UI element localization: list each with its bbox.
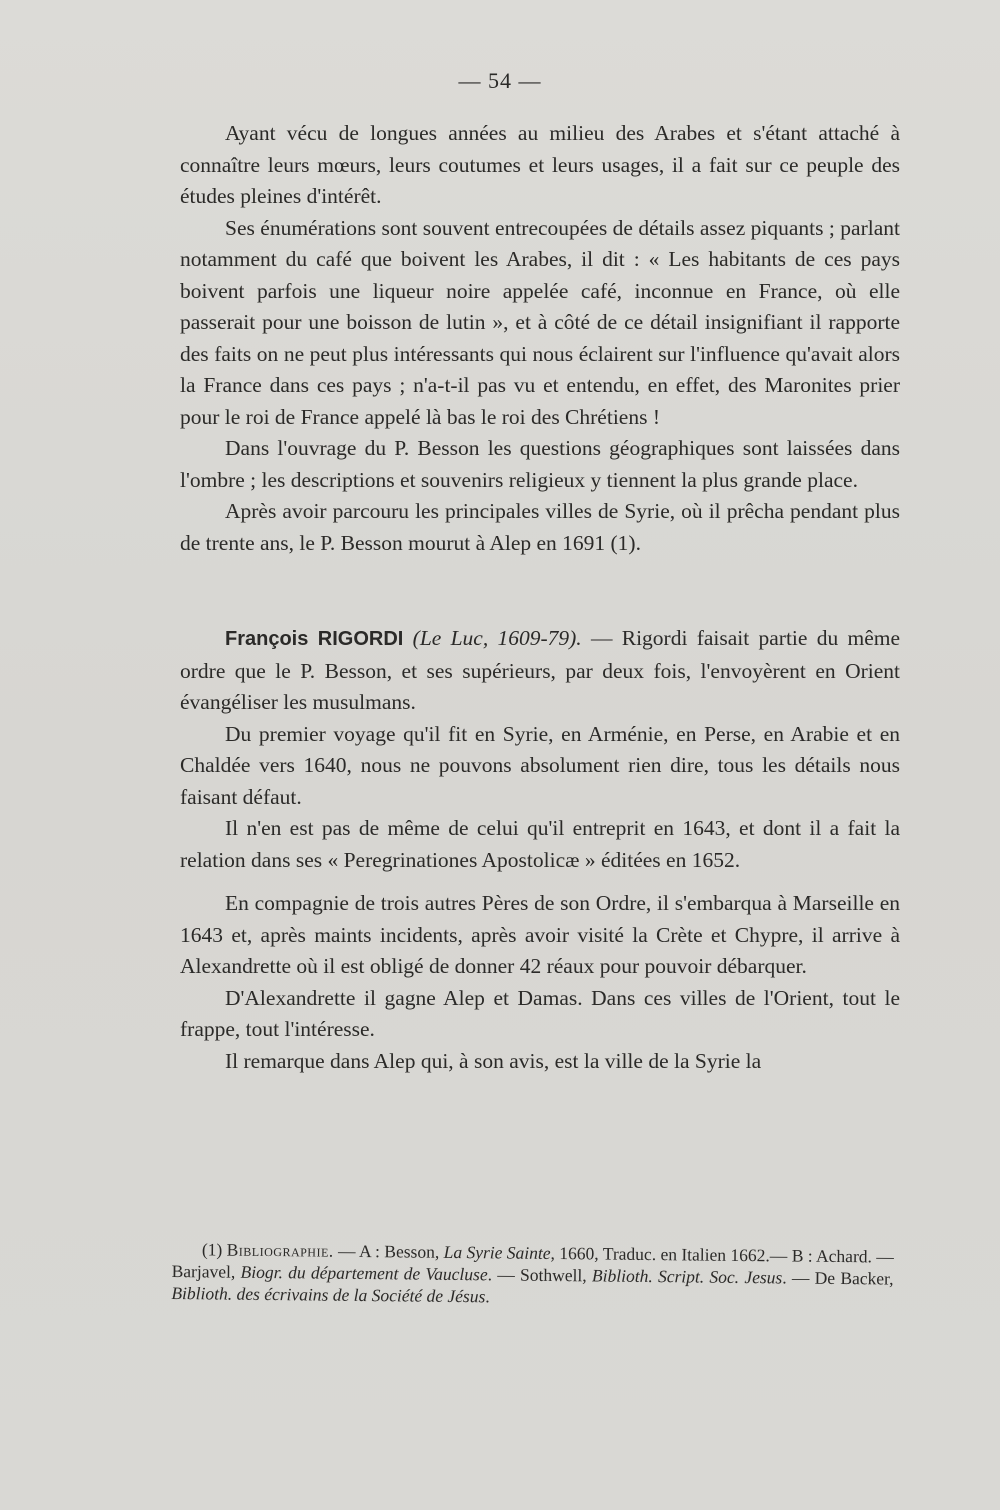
paragraph-spacer xyxy=(180,876,900,888)
footnote-title: Biogr. du département de Vaucluse xyxy=(240,1261,488,1285)
footnote-segment: . xyxy=(485,1286,490,1307)
paragraph: Ses énumérations sont souvent entrecoupées de détails assez piquants ; parlant notamment du café que boivent les Arabes, il dit : « Les habitants de ces pays boivent parfois une liqueur noire appelée café, inconnue en France, où elle passerait pour une boisson de lutin », et à côté de ce détail insignifiant il rapporte des faits on ne peut plus intéressants qui nous éclairent sur l'influence qu'avait alors la France dans ces pays ; n'a-t-il pas vu et entendu, en effet, des Maronites prier pour le roi de France appelé là bas le roi des Chrétiens ! xyxy=(180,215,900,429)
paragraph: Il n'en est pas de même de celui qu'il entreprit en 1643, et dont il a fait la relation dans ses « Peregrinationes Apostolicæ » éditées en 1652. xyxy=(180,816,900,872)
footnote-title: Biblioth. Script. Soc. Jesus xyxy=(591,1265,783,1288)
paragraph: En compagnie de trois autres Pères de son Ordre, il s'embarqua à Marseille en 1643 et, après maints incidents, après avoir visité la Crète et Chypre, il arrive à Alexandrette où il est obligé de donner 42 réaux pour pouvoir débarquer. xyxy=(180,891,900,978)
paragraph: Ayant vécu de longues années au milieu des Arabes et s'étant attaché à connaître leurs mœurs, leurs coutumes et leurs usages, il a fait sur ce peuple des études pleines d'intérêt. xyxy=(180,121,900,208)
place-dates: (Le Luc, 1609-79). xyxy=(412,626,582,650)
paragraph: D'Alexandrette il gagne Alep et Damas. Dans ces villes de l'Orient, tout le frappe, tout l'intéresse. xyxy=(180,985,900,1041)
body-text xyxy=(180,118,900,1077)
rigordi-intro-paragraph xyxy=(180,623,900,719)
paragraph: Du premier voyage qu'il fit en Syrie, en Arménie, en Perse, en Arabie et en Chaldée vers 1640, nous ne pouvons absolument rien dire, tous les détails nous faisant défaut. xyxy=(180,721,900,809)
paragraph: Il remarque dans Alep qui, à son avis, est la ville de la Syrie la xyxy=(225,1048,762,1073)
footnote-segment: . — Sothwell, xyxy=(487,1264,593,1286)
footnote-title: Biblioth. des écrivains de la Société de Jésus xyxy=(171,1282,486,1307)
intro-text: — Rigordi faisait partie du même ordre que le P. Besson, et ses supérieurs, par deux fois, l'envoyèrent en Orient évangéliser les musulmans. xyxy=(180,626,901,714)
footnote xyxy=(171,1238,894,1312)
footnote-text xyxy=(171,1238,894,1312)
paragraph: Dans l'ouvrage du P. Besson les questions géographiques sont laissées dans l'ombre ; les descriptions et souvenirs religieux y tiennent la plus grande place. xyxy=(180,436,900,492)
section-spacer xyxy=(180,559,900,623)
person-name: François RIGORDI xyxy=(225,628,404,650)
footnote-title: La Syrie Sainte xyxy=(443,1241,551,1263)
footnote-segment: — A : Besson, xyxy=(333,1240,444,1262)
footnote-segment: , 1660, Traduc. en Italien 1662.— B : Achard. — Barjavel, xyxy=(171,1242,894,1282)
footnote-segment: . — De Backer, xyxy=(782,1267,894,1289)
page-number: — 54 — xyxy=(458,68,542,93)
footnote-heading: Bibliographie. xyxy=(226,1239,334,1261)
paragraph: Après avoir parcouru les principales villes de Syrie, où il prêcha pendant plus de trente ans, le P. Besson mourut à Alep en 1691 (1). xyxy=(180,499,900,555)
footnote-marker: (1) xyxy=(201,1239,223,1260)
